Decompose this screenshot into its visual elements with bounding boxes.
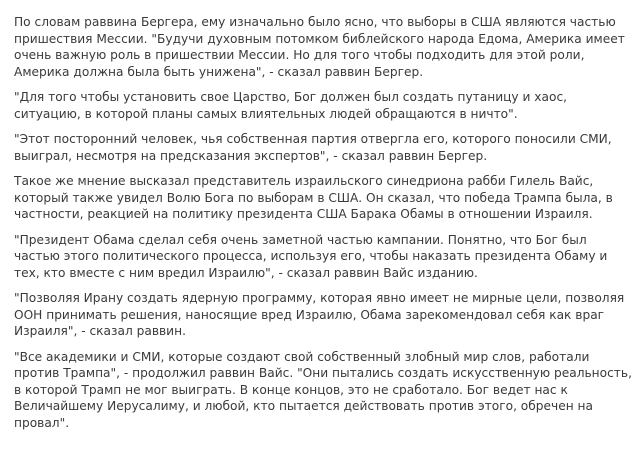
paragraph-4: Такое же мнение высказал представитель израильского синедриона рабби Гилель Вайс, который также увидел Волю Бога по выборам в США. Он сказал, что победа Трампа была, в частности, реакцией на политику президента США Барака Обамы в отношении Израиля. — [14, 174, 613, 221]
article-body — [14, 14, 634, 440]
paragraph-2: "Для того чтобы установить свое Царство, Бог должен был создать путаницу и хаос, ситуацию, в которой планы самых влиятельных людей обращаются в ничто". — [14, 90, 568, 121]
paragraph-3: "Этот посторонний человек, чья собственная партия отвергла его, которого поносили СМИ, выиграл, несмотря на предсказания экспертов", - сказал раввин Бергер. — [14, 132, 612, 163]
paragraph-1: По словам раввина Бергера, ему изначально было ясно, что выборы в США являются частью пришествия Мессии. "Будучи духовным потомком библейского народа Едома, Америка имеет очень важную роль в пришествии Мессии. Но для того чтобы подходить для этой роли, Америка должна была быть унижена", - сказал раввин Бергер. — [14, 15, 625, 79]
paragraph-7: "Все академики и СМИ, которые создают свой собственный злобный мир слов, работали против Трампа", - продолжил раввин Вайс. "Они пытались создать искусственную реальность, в которой Трамп не мог выиграть. В конце концов, это не сработало. Бог ведет нас к Величайшему Иерусалиму, и любой, кто пытается действовать против этого, обречен на провал". — [14, 349, 632, 430]
paragraph-5: "Президент Обама сделал себя очень заметной частью кампании. Понятно, что Бог был частью этого политического процесса, используя его, чтобы наказать президента Обаму и тех, кто вместе с ним вредил Израилю", - сказал раввин Вайс изданию. — [14, 232, 608, 280]
paragraph-6: "Позволяя Ирану создать ядерную программу, которая явно имеет не мирные цели, позволяя ООН принимать решения, наносящие вред Израилю, Обама зарекомендовал себя как враг Израиля", - сказал раввин. — [14, 291, 625, 338]
